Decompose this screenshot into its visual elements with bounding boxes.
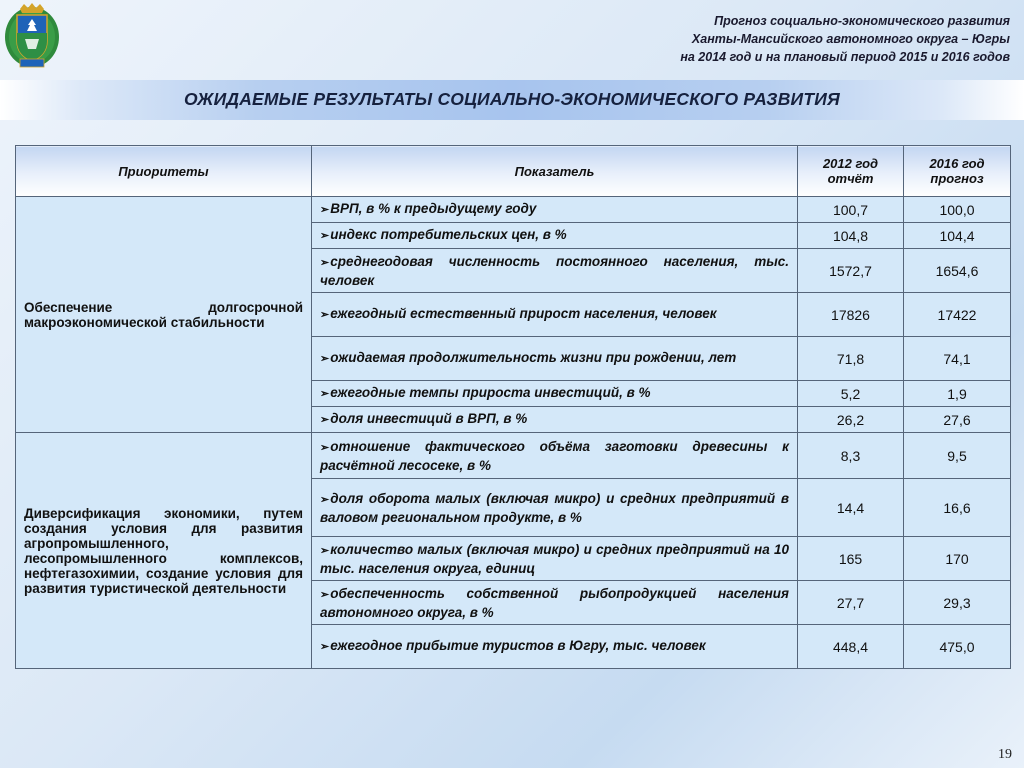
header-indicator: Показатель xyxy=(312,146,798,197)
bullet-arrow-icon: ➢ xyxy=(320,353,330,365)
bullet-arrow-icon: ➢ xyxy=(320,309,330,321)
indicator-text: ожидаемая продолжительность жизни при рождении, лет xyxy=(330,350,737,365)
value-2012-cell: 17826 xyxy=(798,293,904,337)
indicator-text: обеспеченность собственной рыбопродукцией населения автономного округа, в % xyxy=(320,585,789,620)
value-2016-cell: 27,6 xyxy=(904,407,1011,433)
value-2012-cell: 71,8 xyxy=(798,337,904,381)
value-2012-cell: 100,7 xyxy=(798,197,904,223)
slide-title: ОЖИДАЕМЫЕ РЕЗУЛЬТАТЫ СОЦИАЛЬНО-ЭКОНОМИЧЕСКОГО РАЗВИТИЯ xyxy=(184,89,840,109)
priority-cell: Обеспечение долгосрочной макроэкономической стабильности xyxy=(16,197,312,433)
table-body xyxy=(16,197,1011,669)
value-2012-cell: 8,3 xyxy=(798,433,904,479)
document-header xyxy=(450,12,1010,66)
shield-icon xyxy=(3,3,61,69)
indicator-text: среднегодовая численность постоянного населения, тыс. человек xyxy=(320,253,789,288)
value-2012-cell: 27,7 xyxy=(798,581,904,625)
bullet-arrow-icon: ➢ xyxy=(320,230,330,242)
value-2012-cell: 5,2 xyxy=(798,381,904,407)
bullet-arrow-icon: ➢ xyxy=(320,256,330,269)
value-2012-cell: 448,4 xyxy=(798,625,904,669)
value-2016-cell: 16,6 xyxy=(904,479,1011,537)
page-number: 19 xyxy=(998,747,1012,762)
value-2016-cell: 9,5 xyxy=(904,433,1011,479)
bullet-arrow-icon: ➢ xyxy=(320,441,330,454)
indicator-cell xyxy=(312,537,798,581)
bullet-arrow-icon: ➢ xyxy=(320,544,330,557)
indicator-cell xyxy=(312,249,798,293)
indicator-text: доля инвестиций в ВРП, в % xyxy=(330,411,528,426)
title-banner xyxy=(0,80,1024,120)
header-2016 xyxy=(904,146,1011,197)
value-2012-cell: 1572,7 xyxy=(798,249,904,293)
table-header-row xyxy=(16,146,1011,197)
indicator-cell xyxy=(312,625,798,669)
value-2016-cell: 17422 xyxy=(904,293,1011,337)
indicator-text: отношение фактического объёма заготовки древесины к расчётной лесосеке, в % xyxy=(320,438,789,473)
priority-cell: Диверсификация экономики, путем создания условия для развития агропромышленного, лесопромышленного комплексов, нефтегазохимии, создание условия для развития туристической деятельности xyxy=(16,433,312,669)
table-row xyxy=(16,433,1011,479)
value-2016-cell: 475,0 xyxy=(904,625,1011,669)
value-2016-cell: 104,4 xyxy=(904,223,1011,249)
bullet-arrow-icon: ➢ xyxy=(320,388,330,400)
results-table xyxy=(15,145,1011,669)
header-2016-line2: прогноз xyxy=(930,171,984,186)
indicator-text: доля оборота малых (включая микро) и средних предприятий в валовом региональном продукте, в % xyxy=(320,490,789,525)
indicator-text: ежегодный естественный прирост населения, человек xyxy=(330,306,717,321)
bullet-arrow-icon: ➢ xyxy=(320,588,330,601)
value-2012-cell: 104,8 xyxy=(798,223,904,249)
bullet-arrow-icon: ➢ xyxy=(320,414,330,426)
coat-of-arms-emblem xyxy=(3,3,61,69)
indicator-text: ежегодные темпы прироста инвестиций, в % xyxy=(330,385,651,400)
indicator-cell xyxy=(312,407,798,433)
indicator-cell xyxy=(312,293,798,337)
value-2012-cell: 26,2 xyxy=(798,407,904,433)
value-2016-cell: 100,0 xyxy=(904,197,1011,223)
header-line-1: Прогноз социально-экономического развития xyxy=(714,14,1010,28)
table-row xyxy=(16,197,1011,223)
header-2012 xyxy=(798,146,904,197)
indicator-cell xyxy=(312,337,798,381)
value-2012-cell: 14,4 xyxy=(798,479,904,537)
indicator-cell xyxy=(312,381,798,407)
value-2012-cell: 165 xyxy=(798,537,904,581)
indicator-cell xyxy=(312,197,798,223)
bullet-arrow-icon: ➢ xyxy=(320,204,330,216)
header-priorities: Приоритеты xyxy=(16,146,312,197)
header-2012-line1: 2012 год xyxy=(822,156,879,171)
value-2016-cell: 74,1 xyxy=(904,337,1011,381)
header-2012-line2: отчёт xyxy=(827,171,874,186)
indicator-text: индекс потребительских цен, в % xyxy=(330,227,567,242)
indicator-text: ВРП, в % к предыдущему году xyxy=(330,201,537,216)
value-2016-cell: 1654,6 xyxy=(904,249,1011,293)
header-line-2: Ханты-Мансийского автономного округа – Югры xyxy=(691,32,1010,46)
bullet-arrow-icon: ➢ xyxy=(320,641,330,653)
indicator-cell xyxy=(312,433,798,479)
indicator-cell xyxy=(312,479,798,537)
header-line-3: на 2014 год и на плановый период 2015 и 2016 годов xyxy=(680,50,1010,64)
value-2016-cell: 29,3 xyxy=(904,581,1011,625)
indicator-cell xyxy=(312,223,798,249)
bullet-arrow-icon: ➢ xyxy=(320,493,330,506)
value-2016-cell: 170 xyxy=(904,537,1011,581)
indicator-text: количество малых (включая микро) и средних предприятий на 10 тыс. населения округа, единиц xyxy=(320,541,789,576)
value-2016-cell: 1,9 xyxy=(904,381,1011,407)
indicator-text: ежегодное прибытие туристов в Югру, тыс. человек xyxy=(330,638,706,653)
header-2016-line1: 2016 год xyxy=(929,156,985,171)
indicator-cell xyxy=(312,581,798,625)
